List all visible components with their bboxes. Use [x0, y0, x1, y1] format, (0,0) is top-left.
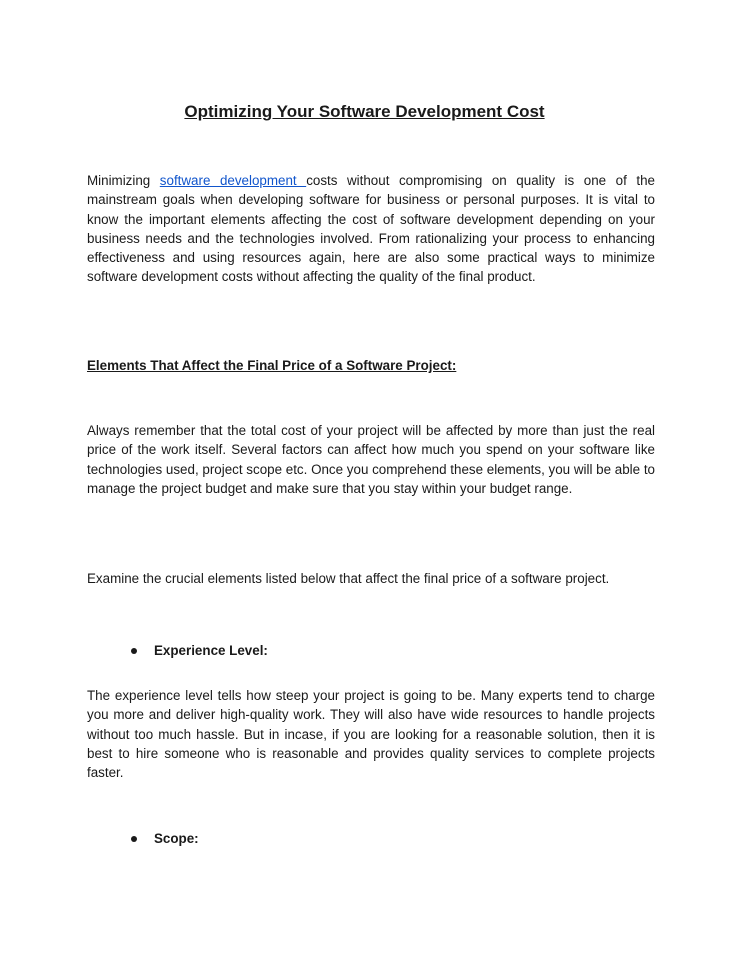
bullet-scope	[131, 829, 199, 848]
intro-text-after-link: costs without compromising on quality is one of the mainstream goals when developing software for business or personal purposes. It is vital to know the important elements affecting the cost of software development depending on your business needs and the technologies involved. From rationalizing your process to enhancing effectiveness and using resources again, here are also some practical ways to minimize software development costs without affecting the quality of the final product.	[87, 173, 655, 285]
cost-factors-paragraph: Always remember that the total cost of your project will be affected by more than just the real price of the work itself. Several factors can affect how much you spend on your software like technologies used, project scope etc. Once you comprehend these elements, you will be able to manage the project budget and make sure that you stay within your budget range.	[87, 423, 655, 496]
bullet-scope-label: Scope:	[154, 831, 199, 846]
section-heading: Elements That Affect the Final Price of a Software Project:	[87, 358, 457, 373]
bullet-dot-icon	[131, 836, 137, 842]
document-title: Optimizing Your Software Development Cost	[184, 102, 545, 121]
bullet-experience-level-label: Experience Level:	[154, 643, 268, 658]
bullet-experience-level	[131, 641, 268, 660]
software-development-link[interactable]: software development	[159, 173, 307, 188]
experience-level-paragraph: The experience level tells how steep your project is going to be. Many experts tend to charge you more and deliver high-quality work. They will also have wide resources to handle projects without too much hassle. But in incase, if you are looking for a reasonable solution, then it is best to hire someone who is reasonable and provides quality services to complete projects faster.	[87, 688, 655, 781]
intro-paragraph	[87, 171, 655, 287]
bullet-dot-icon	[131, 648, 137, 654]
intro-text-before-link: Minimizing	[87, 173, 160, 188]
examine-paragraph: Examine the crucial elements listed below that affect the final price of a software project.	[87, 571, 610, 586]
